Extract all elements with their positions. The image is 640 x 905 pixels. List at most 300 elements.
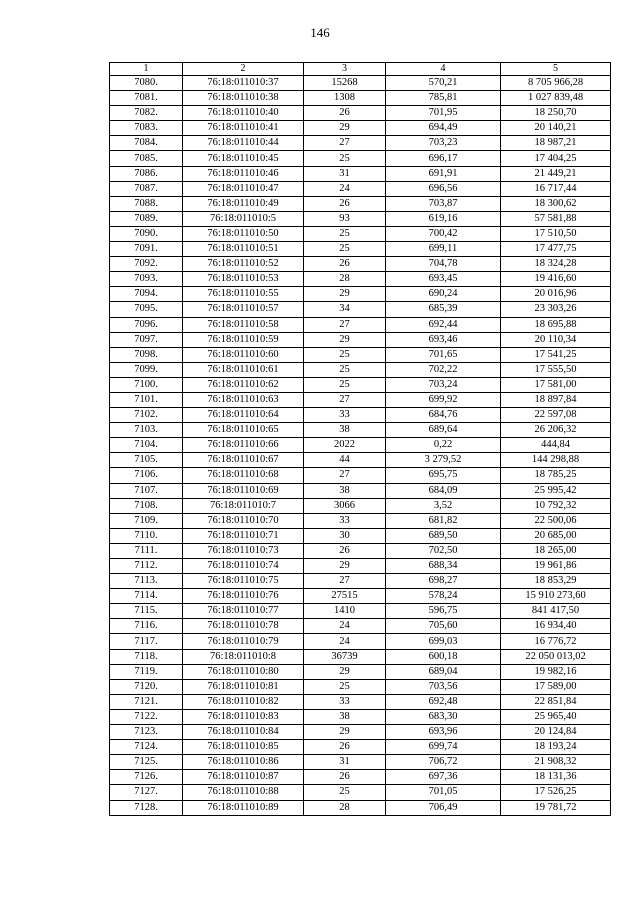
- data-table: [109, 62, 611, 816]
- cadastral-number-cell: 76:18:011010:8: [183, 649, 304, 664]
- area-cell: 25: [304, 679, 386, 694]
- row-number-cell: 7083.: [110, 121, 183, 136]
- area-cell: 28: [304, 800, 386, 815]
- row-number-cell: 7093.: [110, 272, 183, 287]
- table-row: [110, 196, 611, 211]
- row-number-cell: 7098.: [110, 347, 183, 362]
- table-row: [110, 589, 611, 604]
- value-cell: 19 416,60: [501, 272, 611, 287]
- cadastral-number-cell: 76:18:011010:69: [183, 483, 304, 498]
- rate-cell: 701,05: [386, 785, 501, 800]
- value-cell: 841 417,50: [501, 604, 611, 619]
- row-number-cell: 7111.: [110, 543, 183, 558]
- area-cell: 26: [304, 770, 386, 785]
- area-cell: 26: [304, 106, 386, 121]
- row-number-cell: 7080.: [110, 76, 183, 91]
- table-row: [110, 755, 611, 770]
- table-row: [110, 272, 611, 287]
- row-number-cell: 7104.: [110, 438, 183, 453]
- table-row: [110, 181, 611, 196]
- table-row: [110, 649, 611, 664]
- area-cell: 29: [304, 725, 386, 740]
- column-header-4: 4: [386, 63, 501, 76]
- row-number-cell: 7084.: [110, 136, 183, 151]
- cadastral-number-cell: 76:18:011010:52: [183, 257, 304, 272]
- value-cell: 18 853,29: [501, 574, 611, 589]
- cadastral-number-cell: 76:18:011010:45: [183, 151, 304, 166]
- cadastral-number-cell: 76:18:011010:60: [183, 347, 304, 362]
- rate-cell: 701,95: [386, 106, 501, 121]
- area-cell: 31: [304, 755, 386, 770]
- area-cell: 27: [304, 468, 386, 483]
- cadastral-number-cell: 76:18:011010:62: [183, 377, 304, 392]
- rate-cell: 693,46: [386, 332, 501, 347]
- row-number-cell: 7103.: [110, 423, 183, 438]
- area-cell: 25: [304, 347, 386, 362]
- row-number-cell: 7082.: [110, 106, 183, 121]
- row-number-cell: 7090.: [110, 226, 183, 241]
- area-cell: 29: [304, 559, 386, 574]
- value-cell: 18 300,62: [501, 196, 611, 211]
- table-row: [110, 528, 611, 543]
- cadastral-number-cell: 76:18:011010:40: [183, 106, 304, 121]
- value-cell: 1 027 839,48: [501, 91, 611, 106]
- row-number-cell: 7108.: [110, 498, 183, 513]
- cadastral-number-cell: 76:18:011010:75: [183, 574, 304, 589]
- area-cell: 29: [304, 287, 386, 302]
- rate-cell: 700,42: [386, 226, 501, 241]
- table-row: [110, 634, 611, 649]
- cadastral-number-cell: 76:18:011010:76: [183, 589, 304, 604]
- area-cell: 27: [304, 574, 386, 589]
- rate-cell: 706,49: [386, 800, 501, 815]
- value-cell: 20 140,21: [501, 121, 611, 136]
- area-cell: 27: [304, 317, 386, 332]
- row-number-cell: 7122.: [110, 709, 183, 724]
- cadastral-number-cell: 76:18:011010:74: [183, 559, 304, 574]
- value-cell: 444,84: [501, 438, 611, 453]
- rate-cell: 0,22: [386, 438, 501, 453]
- cadastral-number-cell: 76:18:011010:66: [183, 438, 304, 453]
- row-number-cell: 7096.: [110, 317, 183, 332]
- area-cell: 33: [304, 408, 386, 423]
- value-cell: 17 477,75: [501, 242, 611, 257]
- row-number-cell: 7120.: [110, 679, 183, 694]
- table-row: [110, 483, 611, 498]
- rate-cell: 699,74: [386, 740, 501, 755]
- value-cell: 18 250,70: [501, 106, 611, 121]
- rate-cell: 696,17: [386, 151, 501, 166]
- cadastral-number-cell: 76:18:011010:37: [183, 76, 304, 91]
- cadastral-number-cell: 76:18:011010:61: [183, 362, 304, 377]
- table-row: [110, 498, 611, 513]
- value-cell: 16 776,72: [501, 634, 611, 649]
- rate-cell: 702,22: [386, 362, 501, 377]
- value-cell: 17 526,25: [501, 785, 611, 800]
- row-number-cell: 7091.: [110, 242, 183, 257]
- value-cell: 18 324,28: [501, 257, 611, 272]
- rate-cell: 703,23: [386, 136, 501, 151]
- table-row: [110, 709, 611, 724]
- table-row: [110, 91, 611, 106]
- rate-cell: 701,65: [386, 347, 501, 362]
- column-header-1: 1: [110, 63, 183, 76]
- rate-cell: 695,75: [386, 468, 501, 483]
- table-row: [110, 543, 611, 558]
- area-cell: 38: [304, 423, 386, 438]
- table-row: [110, 574, 611, 589]
- rate-cell: 689,04: [386, 664, 501, 679]
- table-row: [110, 679, 611, 694]
- table-row: [110, 725, 611, 740]
- area-cell: 34: [304, 302, 386, 317]
- value-cell: 19 781,72: [501, 800, 611, 815]
- row-number-cell: 7127.: [110, 785, 183, 800]
- value-cell: 10 792,32: [501, 498, 611, 513]
- table-row: [110, 347, 611, 362]
- table-row: [110, 513, 611, 528]
- cadastral-number-cell: 76:18:011010:79: [183, 634, 304, 649]
- area-cell: 2022: [304, 438, 386, 453]
- value-cell: 18 131,36: [501, 770, 611, 785]
- table-row: [110, 423, 611, 438]
- rate-cell: 684,76: [386, 408, 501, 423]
- value-cell: 17 581,00: [501, 377, 611, 392]
- table-row: [110, 226, 611, 241]
- rate-cell: 685,39: [386, 302, 501, 317]
- cadastral-number-cell: 76:18:011010:89: [183, 800, 304, 815]
- rate-cell: 688,34: [386, 559, 501, 574]
- rate-cell: 3,52: [386, 498, 501, 513]
- cadastral-number-cell: 76:18:011010:85: [183, 740, 304, 755]
- area-cell: 1410: [304, 604, 386, 619]
- row-number-cell: 7109.: [110, 513, 183, 528]
- cadastral-number-cell: 76:18:011010:81: [183, 679, 304, 694]
- page-number: 146: [310, 25, 330, 40]
- cadastral-number-cell: 76:18:011010:63: [183, 392, 304, 407]
- rate-cell: 684,09: [386, 483, 501, 498]
- row-number-cell: 7115.: [110, 604, 183, 619]
- value-cell: 17 404,25: [501, 151, 611, 166]
- table-row: [110, 136, 611, 151]
- rate-cell: 704,78: [386, 257, 501, 272]
- area-cell: 38: [304, 483, 386, 498]
- value-cell: 18 193,24: [501, 740, 611, 755]
- row-number-cell: 7126.: [110, 770, 183, 785]
- row-number-cell: 7124.: [110, 740, 183, 755]
- row-number-cell: 7100.: [110, 377, 183, 392]
- row-number-cell: 7088.: [110, 196, 183, 211]
- cadastral-number-cell: 76:18:011010:86: [183, 755, 304, 770]
- rate-cell: 702,50: [386, 543, 501, 558]
- rate-cell: 697,36: [386, 770, 501, 785]
- row-number-cell: 7085.: [110, 151, 183, 166]
- cadastral-number-cell: 76:18:011010:83: [183, 709, 304, 724]
- area-cell: 3066: [304, 498, 386, 513]
- table-row: [110, 664, 611, 679]
- rate-cell: 578,24: [386, 589, 501, 604]
- cadastral-number-cell: 76:18:011010:88: [183, 785, 304, 800]
- area-cell: 24: [304, 181, 386, 196]
- table-header-row: [110, 63, 611, 76]
- value-cell: 17 541,25: [501, 347, 611, 362]
- cadastral-number-cell: 76:18:011010:78: [183, 619, 304, 634]
- row-number-cell: 7102.: [110, 408, 183, 423]
- value-cell: 16 934,40: [501, 619, 611, 634]
- rate-cell: 785,81: [386, 91, 501, 106]
- value-cell: 15 910 273,60: [501, 589, 611, 604]
- row-number-cell: 7105.: [110, 453, 183, 468]
- value-cell: 18 897,84: [501, 392, 611, 407]
- cadastral-number-cell: 76:18:011010:55: [183, 287, 304, 302]
- value-cell: 17 510,50: [501, 226, 611, 241]
- table-row: [110, 302, 611, 317]
- table-row: [110, 151, 611, 166]
- area-cell: 25: [304, 362, 386, 377]
- rate-cell: 698,27: [386, 574, 501, 589]
- row-number-cell: 7101.: [110, 392, 183, 407]
- area-cell: 25: [304, 785, 386, 800]
- column-header-2: 2: [183, 63, 304, 76]
- table-row: [110, 76, 611, 91]
- row-number-cell: 7112.: [110, 559, 183, 574]
- rate-cell: 696,56: [386, 181, 501, 196]
- table-row: [110, 408, 611, 423]
- column-header-5: 5: [501, 63, 611, 76]
- area-cell: 27: [304, 136, 386, 151]
- row-number-cell: 7092.: [110, 257, 183, 272]
- rate-cell: 3 279,52: [386, 453, 501, 468]
- cadastral-number-cell: 76:18:011010:73: [183, 543, 304, 558]
- value-cell: 16 717,44: [501, 181, 611, 196]
- rate-cell: 699,11: [386, 242, 501, 257]
- area-cell: 25: [304, 226, 386, 241]
- value-cell: 22 851,84: [501, 694, 611, 709]
- rate-cell: 692,44: [386, 317, 501, 332]
- table-row: [110, 257, 611, 272]
- cadastral-number-cell: 76:18:011010:87: [183, 770, 304, 785]
- table-row: [110, 740, 611, 755]
- rate-cell: 681,82: [386, 513, 501, 528]
- cadastral-number-cell: 76:18:011010:53: [183, 272, 304, 287]
- cadastral-number-cell: 76:18:011010:41: [183, 121, 304, 136]
- area-cell: 33: [304, 694, 386, 709]
- row-number-cell: 7123.: [110, 725, 183, 740]
- rate-cell: 699,92: [386, 392, 501, 407]
- cadastral-number-cell: 76:18:011010:59: [183, 332, 304, 347]
- cadastral-number-cell: 76:18:011010:50: [183, 226, 304, 241]
- rate-cell: 600,18: [386, 649, 501, 664]
- value-cell: 18 785,25: [501, 468, 611, 483]
- value-cell: 19 961,86: [501, 559, 611, 574]
- cadastral-number-cell: 76:18:011010:38: [183, 91, 304, 106]
- cadastral-number-cell: 76:18:011010:65: [183, 423, 304, 438]
- rate-cell: 691,91: [386, 166, 501, 181]
- rate-cell: 570,21: [386, 76, 501, 91]
- area-cell: 26: [304, 543, 386, 558]
- value-cell: 20 016,96: [501, 287, 611, 302]
- rate-cell: 706,72: [386, 755, 501, 770]
- area-cell: 26: [304, 196, 386, 211]
- rate-cell: 693,45: [386, 272, 501, 287]
- row-number-cell: 7086.: [110, 166, 183, 181]
- area-cell: 26: [304, 740, 386, 755]
- value-cell: 20 110,34: [501, 332, 611, 347]
- row-number-cell: 7118.: [110, 649, 183, 664]
- rate-cell: 703,24: [386, 377, 501, 392]
- row-number-cell: 7081.: [110, 91, 183, 106]
- row-number-cell: 7128.: [110, 800, 183, 815]
- table-row: [110, 166, 611, 181]
- row-number-cell: 7119.: [110, 664, 183, 679]
- row-number-cell: 7097.: [110, 332, 183, 347]
- value-cell: 21 449,21: [501, 166, 611, 181]
- area-cell: 93: [304, 211, 386, 226]
- cadastral-number-cell: 76:18:011010:84: [183, 725, 304, 740]
- table-row: [110, 392, 611, 407]
- row-number-cell: 7114.: [110, 589, 183, 604]
- rate-cell: 703,56: [386, 679, 501, 694]
- value-cell: 22 597,08: [501, 408, 611, 423]
- area-cell: 25: [304, 151, 386, 166]
- row-number-cell: 7116.: [110, 619, 183, 634]
- row-number-cell: 7110.: [110, 528, 183, 543]
- table-row: [110, 785, 611, 800]
- table-row: [110, 604, 611, 619]
- rate-cell: 596,75: [386, 604, 501, 619]
- rate-cell: 690,24: [386, 287, 501, 302]
- row-number-cell: 7113.: [110, 574, 183, 589]
- cadastral-number-cell: 76:18:011010:7: [183, 498, 304, 513]
- row-number-cell: 7094.: [110, 287, 183, 302]
- table-row: [110, 453, 611, 468]
- table-row: [110, 438, 611, 453]
- area-cell: 28: [304, 272, 386, 287]
- table-row: [110, 770, 611, 785]
- area-cell: 24: [304, 634, 386, 649]
- value-cell: 22 050 013,02: [501, 649, 611, 664]
- value-cell: 20 124,84: [501, 725, 611, 740]
- cadastral-number-cell: 76:18:011010:49: [183, 196, 304, 211]
- table-row: [110, 242, 611, 257]
- rate-cell: 692,48: [386, 694, 501, 709]
- row-number-cell: 7125.: [110, 755, 183, 770]
- value-cell: 18 987,21: [501, 136, 611, 151]
- value-cell: 57 581,88: [501, 211, 611, 226]
- value-cell: 23 303,26: [501, 302, 611, 317]
- rate-cell: 689,50: [386, 528, 501, 543]
- area-cell: 15268: [304, 76, 386, 91]
- table-row: [110, 287, 611, 302]
- cadastral-number-cell: 76:18:011010:51: [183, 242, 304, 257]
- value-cell: 17 555,50: [501, 362, 611, 377]
- area-cell: 29: [304, 332, 386, 347]
- area-cell: 24: [304, 619, 386, 634]
- area-cell: 36739: [304, 649, 386, 664]
- table-row: [110, 377, 611, 392]
- rate-cell: 699,03: [386, 634, 501, 649]
- value-cell: 26 206,32: [501, 423, 611, 438]
- cadastral-number-cell: 76:18:011010:80: [183, 664, 304, 679]
- rate-cell: 689,64: [386, 423, 501, 438]
- row-number-cell: 7087.: [110, 181, 183, 196]
- cadastral-number-cell: 76:18:011010:77: [183, 604, 304, 619]
- row-number-cell: 7117.: [110, 634, 183, 649]
- row-number-cell: 7106.: [110, 468, 183, 483]
- area-cell: 38: [304, 709, 386, 724]
- value-cell: 8 705 966,28: [501, 76, 611, 91]
- value-cell: 20 685,00: [501, 528, 611, 543]
- row-number-cell: 7121.: [110, 694, 183, 709]
- table-row: [110, 211, 611, 226]
- area-cell: 25: [304, 242, 386, 257]
- table-row: [110, 362, 611, 377]
- value-cell: 18 265,00: [501, 543, 611, 558]
- area-cell: 29: [304, 121, 386, 136]
- column-header-3: 3: [304, 63, 386, 76]
- cadastral-number-cell: 76:18:011010:82: [183, 694, 304, 709]
- cadastral-number-cell: 76:18:011010:47: [183, 181, 304, 196]
- area-cell: 33: [304, 513, 386, 528]
- area-cell: 1308: [304, 91, 386, 106]
- row-number-cell: 7089.: [110, 211, 183, 226]
- table-row: [110, 800, 611, 815]
- table-row: [110, 332, 611, 347]
- cadastral-number-cell: 76:18:011010:46: [183, 166, 304, 181]
- cadastral-number-cell: 76:18:011010:5: [183, 211, 304, 226]
- value-cell: 21 908,32: [501, 755, 611, 770]
- table-row: [110, 559, 611, 574]
- cadastral-number-cell: 76:18:011010:57: [183, 302, 304, 317]
- area-cell: 26: [304, 257, 386, 272]
- value-cell: 17 589,00: [501, 679, 611, 694]
- table-row: [110, 121, 611, 136]
- value-cell: 19 982,16: [501, 664, 611, 679]
- table-body: [110, 76, 611, 816]
- area-cell: 27: [304, 392, 386, 407]
- table-row: [110, 468, 611, 483]
- rate-cell: 619,16: [386, 211, 501, 226]
- value-cell: 22 500,06: [501, 513, 611, 528]
- rate-cell: 683,30: [386, 709, 501, 724]
- area-cell: 30: [304, 528, 386, 543]
- cadastral-number-cell: 76:18:011010:71: [183, 528, 304, 543]
- table-row: [110, 106, 611, 121]
- area-cell: 31: [304, 166, 386, 181]
- row-number-cell: 7099.: [110, 362, 183, 377]
- area-cell: 29: [304, 664, 386, 679]
- value-cell: 25 995,42: [501, 483, 611, 498]
- value-cell: 25 965,40: [501, 709, 611, 724]
- rate-cell: 703,87: [386, 196, 501, 211]
- table-row: [110, 694, 611, 709]
- cadastral-number-cell: 76:18:011010:67: [183, 453, 304, 468]
- table-row: [110, 317, 611, 332]
- rate-cell: 693,96: [386, 725, 501, 740]
- area-cell: 25: [304, 377, 386, 392]
- cadastral-number-cell: 76:18:011010:68: [183, 468, 304, 483]
- area-cell: 44: [304, 453, 386, 468]
- cadastral-number-cell: 76:18:011010:44: [183, 136, 304, 151]
- cadastral-number-cell: 76:18:011010:70: [183, 513, 304, 528]
- cadastral-number-cell: 76:18:011010:58: [183, 317, 304, 332]
- rate-cell: 694,49: [386, 121, 501, 136]
- area-cell: 27515: [304, 589, 386, 604]
- value-cell: 18 695,88: [501, 317, 611, 332]
- rate-cell: 705,60: [386, 619, 501, 634]
- row-number-cell: 7107.: [110, 483, 183, 498]
- row-number-cell: 7095.: [110, 302, 183, 317]
